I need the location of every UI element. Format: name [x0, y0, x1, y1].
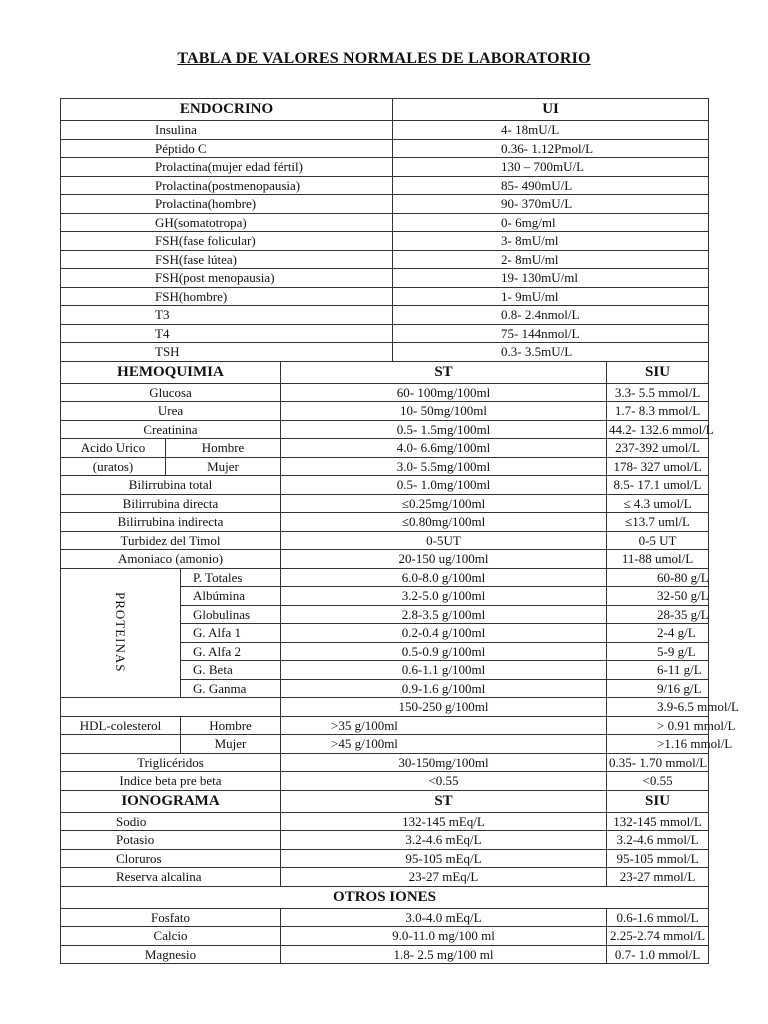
sex-label: Hombre [166, 439, 281, 458]
test-value-st: 20-150 ug/100ml [281, 550, 607, 569]
test-value-st: 60- 100mg/100ml [281, 383, 607, 402]
proteinas-label: PROTEINAS [61, 568, 181, 698]
hemoquimia-row [61, 550, 709, 569]
test-name: Indice beta pre beta [61, 772, 281, 791]
test-value-siu: >1.16 mmol/L [607, 735, 709, 754]
test-name: Potasio [61, 831, 281, 850]
hemoquimia-row [61, 772, 709, 791]
test-name: Amoniaco (amonio) [61, 550, 281, 569]
test-value-siu: 8.5- 17.1 umol/L [607, 476, 709, 495]
otros-iones-row [61, 945, 709, 964]
test-value-siu: 3.3- 5.5 mmol/L [607, 383, 709, 402]
test-value-st: 10- 50mg/100ml [281, 402, 607, 421]
acido-urico-label-text: (uratos) [92, 458, 134, 474]
hemoquimia-row [61, 402, 709, 421]
test-value-st: 9.0-11.0 mg/100 ml [281, 927, 607, 946]
test-name: GH(somatotropa) [61, 213, 393, 232]
acido-urico-label-text: Acido Urico [80, 440, 146, 456]
test-value-ui: 0.8- 2.4nmol/L [393, 306, 709, 325]
test-value-st: 0.9-1.6 g/100ml [281, 679, 607, 698]
acido-urico-label [61, 457, 166, 476]
test-name: Prolactina(postmenopausia) [61, 176, 393, 195]
test-value-st: 0.5- 1.5mg/100ml [281, 420, 607, 439]
test-value-st: 0.5-0.9 g/100ml [281, 642, 607, 661]
test-value-st: 4.0- 6.6mg/100ml [281, 439, 607, 458]
test-value-st: ≤0.25mg/100ml [281, 494, 607, 513]
test-name: Bilirrubina total [61, 476, 281, 495]
test-value-siu: 95-105 mmol/L [607, 849, 709, 868]
test-name: Urea [61, 402, 281, 421]
sex-label: Mujer [181, 735, 281, 754]
hemoquimia-row [61, 698, 709, 717]
endocrino-row [61, 139, 709, 158]
ionograma-row [61, 831, 709, 850]
test-value-ui: 85- 490mU/L [393, 176, 709, 195]
test-value-siu: > 0.91 mmol/L [607, 716, 709, 735]
column-header-st: ST [281, 790, 607, 812]
column-header-siu: SIU [607, 361, 709, 383]
test-value-siu: 11-88 umol/L [607, 550, 709, 569]
hdl-row [61, 716, 709, 735]
otros-iones-row [61, 908, 709, 927]
test-name: Creatinina [61, 420, 281, 439]
hemoquimia-row [61, 420, 709, 439]
section-header-endocrino: ENDOCRINO [61, 99, 393, 121]
test-value-siu: 32-50 g/L [607, 587, 709, 606]
test-value-st: 1.8- 2.5 mg/100 ml [281, 945, 607, 964]
test-name: FSH(hombre) [61, 287, 393, 306]
protein-name: G. Alfa 2 [181, 642, 281, 661]
hemoquimia-row [61, 383, 709, 402]
column-header-st: ST [281, 361, 607, 383]
test-value-ui: 75- 144nmol/L [393, 324, 709, 343]
test-value-st: 3.0- 5.5mg/100ml [281, 457, 607, 476]
endocrino-row [61, 269, 709, 288]
page-title: TABLA DE VALORES NORMALES DE LABORATORIO [177, 50, 591, 67]
test-value-st: >45 g/100ml [281, 735, 607, 754]
test-name: Bilirrubina indirecta [61, 513, 281, 532]
test-value-siu: 0.35- 1.70 mmol/L [607, 753, 709, 772]
otros-iones-header-row [61, 886, 709, 908]
test-name: Glucosa [61, 383, 281, 402]
section-header-hemoquimia: HEMOQUIMIA [61, 361, 281, 383]
test-value-siu: 44.2- 132.6 mmol/L [607, 420, 709, 439]
test-name: Calcio [61, 927, 281, 946]
test-value-st: 30-150mg/100ml [281, 753, 607, 772]
test-name-empty [61, 698, 281, 717]
endocrino-row [61, 195, 709, 214]
test-value-siu: ≤ 4.3 umol/L [607, 494, 709, 513]
ionograma-row [61, 812, 709, 831]
endocrino-row [61, 306, 709, 325]
endocrino-row [61, 287, 709, 306]
protein-name: P. Totales [181, 568, 281, 587]
test-value-siu: 178- 327 umol/L [607, 457, 709, 476]
test-value-siu: 132-145 mmol/L [607, 812, 709, 831]
endocrino-row [61, 343, 709, 362]
test-value-ui: 19- 130mU/ml [393, 269, 709, 288]
test-value-siu: 237-392 umol/L [607, 439, 709, 458]
hemoquimia-header-row [61, 361, 709, 383]
sex-label: Mujer [166, 457, 281, 476]
section-header-otros-iones: OTROS IONES [61, 886, 709, 908]
test-name: FSH(fase lútea) [61, 250, 393, 269]
lab-values-table [60, 98, 739, 964]
test-value-ui: 0.3- 3.5mU/L [393, 343, 709, 362]
hemoquimia-row [61, 494, 709, 513]
test-name: Cloruros [61, 849, 281, 868]
test-name: Insulina [61, 121, 393, 140]
test-value-st: >35 g/100ml [281, 716, 607, 735]
test-value-siu: 0.7- 1.0 mmol/L [607, 945, 709, 964]
column-header-siu: SIU [607, 790, 709, 812]
protein-name: Globulinas [181, 605, 281, 624]
test-value-siu: 2.25-2.74 mmol/L [607, 927, 709, 946]
test-value-siu: ≤13.7 uml/L [607, 513, 709, 532]
protein-name: G. Beta [181, 661, 281, 680]
test-name: Prolactina(hombre) [61, 195, 393, 214]
test-value-siu: 3.2-4.6 mmol/L [607, 831, 709, 850]
test-value-ui: 4- 18mU/L [393, 121, 709, 140]
test-name: Reserva alcalina [61, 868, 281, 887]
test-value-siu: 0-5 UT [607, 531, 709, 550]
test-name: Fosfato [61, 908, 281, 927]
proteina-row [61, 568, 709, 587]
test-value-siu: <0.55 [607, 772, 709, 791]
test-name: FSH(fase folicular) [61, 232, 393, 251]
endocrino-row [61, 213, 709, 232]
test-value-st: <0.55 [281, 772, 607, 791]
endocrino-row [61, 232, 709, 251]
test-value-st: 3.0-4.0 mEq/L [281, 908, 607, 927]
test-value-st: 3.2-4.6 mEq/L [281, 831, 607, 850]
test-value-st: 3.2-5.0 g/100ml [281, 587, 607, 606]
ionograma-row [61, 849, 709, 868]
test-name: FSH(post menopausia) [61, 269, 393, 288]
acido-urico-row [61, 439, 709, 458]
test-value-ui: 90- 370mU/L [393, 195, 709, 214]
test-value-st: 0-5UT [281, 531, 607, 550]
test-name: Turbidez del Timol [61, 531, 281, 550]
endocrino-row [61, 121, 709, 140]
test-name: T3 [61, 306, 393, 325]
test-value-st: 2.8-3.5 g/100ml [281, 605, 607, 624]
test-value-ui: 130 – 700mU/L [393, 158, 709, 177]
endocrino-row [61, 250, 709, 269]
test-value-siu: 23-27 mmol/L [607, 868, 709, 887]
test-value-ui: 2- 8mU/ml [393, 250, 709, 269]
ionograma-header-row [61, 790, 709, 812]
endocrino-row [61, 158, 709, 177]
test-name: Péptido C [61, 139, 393, 158]
hdl-label: HDL-colesterol [61, 716, 181, 735]
hdl-row [61, 735, 709, 754]
test-value-ui: 1- 9mU/ml [393, 287, 709, 306]
test-name: Bilirrubina directa [61, 494, 281, 513]
acido-urico-row [61, 457, 709, 476]
hemoquimia-row [61, 753, 709, 772]
protein-name: G. Alfa 1 [181, 624, 281, 643]
test-value-siu: 2-4 g/L [607, 624, 709, 643]
test-value-siu: 28-35 g/L [607, 605, 709, 624]
test-value-ui: 0.36- 1.12Pmol/L [393, 139, 709, 158]
test-value-st: 95-105 mEq/L [281, 849, 607, 868]
test-value-st: 23-27 mEq/L [281, 868, 607, 887]
endocrino-header-row [61, 99, 709, 121]
hemoquimia-row [61, 513, 709, 532]
test-value-siu: 5-9 g/L [607, 642, 709, 661]
ionograma-row [61, 868, 709, 887]
otros-iones-row [61, 927, 709, 946]
test-value-siu: 1.7- 8.3 mmol/L [607, 402, 709, 421]
test-name: Magnesio [61, 945, 281, 964]
test-value-st: 6.0-8.0 g/100ml [281, 568, 607, 587]
protein-name: G. Ganma [181, 679, 281, 698]
test-value-st: 0.6-1.1 g/100ml [281, 661, 607, 680]
test-name: Prolactina(mujer edad fértil) [61, 158, 393, 177]
hdl-label [61, 735, 181, 754]
test-value-siu: 0.6-1.6 mmol/L [607, 908, 709, 927]
test-value-ui: 0- 6mg/ml [393, 213, 709, 232]
test-name: Triglicéridos [61, 753, 281, 772]
section-header-ionograma: IONOGRAMA [61, 790, 281, 812]
endocrino-row [61, 324, 709, 343]
sex-label: Hombre [181, 716, 281, 735]
test-name: Sodio [61, 812, 281, 831]
column-header-ui: UI [393, 99, 709, 121]
test-value-st: 150-250 g/100ml [281, 698, 607, 717]
test-value-siu: 6-11 g/L [607, 661, 709, 680]
hemoquimia-row [61, 531, 709, 550]
test-value-st: 0.5- 1.0mg/100ml [281, 476, 607, 495]
acido-urico-label [61, 439, 166, 458]
test-value-siu: 9/16 g/L [607, 679, 709, 698]
endocrino-row [61, 176, 709, 195]
test-name: TSH [61, 343, 393, 362]
protein-name: Albúmina [181, 587, 281, 606]
test-value-siu: 60-80 g/L [607, 568, 709, 587]
test-name: T4 [61, 324, 393, 343]
test-value-ui: 3- 8mU/ml [393, 232, 709, 251]
test-value-st: 0.2-0.4 g/100ml [281, 624, 607, 643]
test-value-siu: 3.9-6.5 mmol/L [607, 698, 709, 717]
test-value-st: ≤0.80mg/100ml [281, 513, 607, 532]
test-value-st: 132-145 mEq/L [281, 812, 607, 831]
hemoquimia-row [61, 476, 709, 495]
